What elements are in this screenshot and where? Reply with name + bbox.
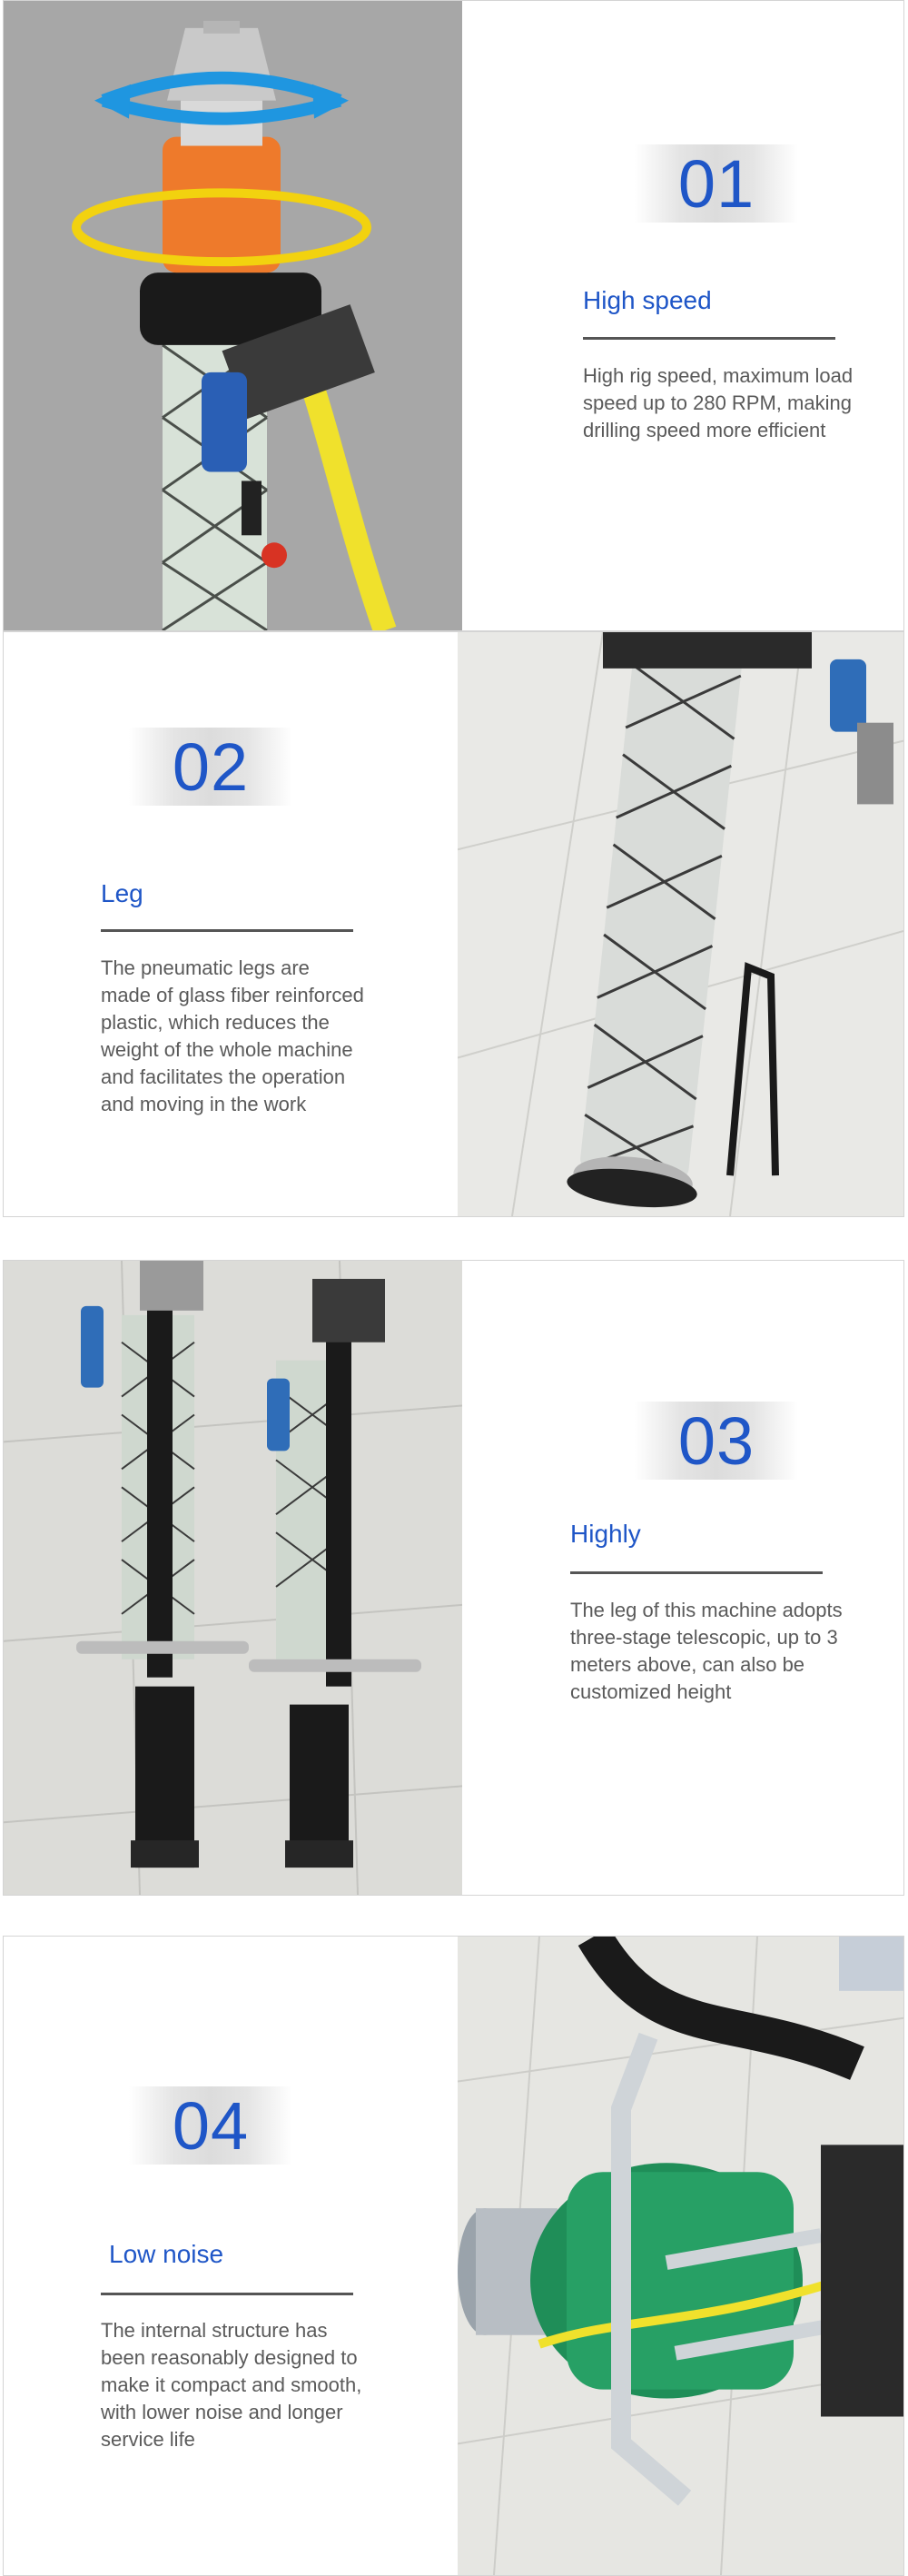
feature-number-badge bbox=[129, 2086, 292, 2165]
feature-title: Low noise bbox=[109, 2240, 224, 2268]
feature-number: 01 bbox=[677, 145, 755, 222]
text-panel-03 bbox=[462, 1261, 903, 1895]
feature-section-01 bbox=[3, 0, 904, 631]
rotary-drill-head-photo bbox=[4, 1, 462, 630]
feature-description: The pneumatic legs are made of glass fiber reinforced plastic, which reduces the weight of the whole machine and facilitates the operation and moving in the work bbox=[101, 956, 364, 1115]
feature-number: 03 bbox=[677, 1402, 755, 1479]
feature-number: 02 bbox=[172, 728, 250, 805]
feature-title: Leg bbox=[101, 879, 143, 907]
title-divider bbox=[101, 929, 353, 932]
feature-title: Highly bbox=[570, 1520, 641, 1548]
feature-section-03 bbox=[3, 1260, 904, 1896]
title-divider bbox=[583, 337, 835, 340]
text-panel-04 bbox=[4, 1937, 458, 2575]
feature-section-02 bbox=[3, 631, 904, 1217]
feature-number-badge bbox=[635, 1402, 798, 1480]
feature-description: High rig speed, maximum load speed up to 280 RPM, making drilling speed more efficient bbox=[583, 364, 854, 441]
feature-section-04 bbox=[3, 1936, 904, 2576]
telescopic-legs-photo bbox=[4, 1261, 462, 1895]
title-divider bbox=[570, 1571, 823, 1574]
title-divider bbox=[101, 2293, 353, 2295]
feature-description: The leg of this machine adopts three-stage telescopic, up to 3 meters above, can also be customized height bbox=[570, 1599, 843, 1703]
text-panel-02 bbox=[4, 632, 458, 1216]
pneumatic-leg-photo bbox=[458, 632, 903, 1216]
feature-number-badge bbox=[635, 144, 798, 223]
feature-number-badge bbox=[129, 728, 292, 806]
motor-housing-photo bbox=[458, 1937, 903, 2575]
feature-number: 04 bbox=[172, 2087, 250, 2164]
feature-title: High speed bbox=[583, 286, 712, 314]
text-panel-01 bbox=[462, 1, 903, 630]
feature-description: The internal structure has been reasonably designed to make it compact and smooth, with lower noise and longer service life bbox=[101, 2319, 362, 2451]
